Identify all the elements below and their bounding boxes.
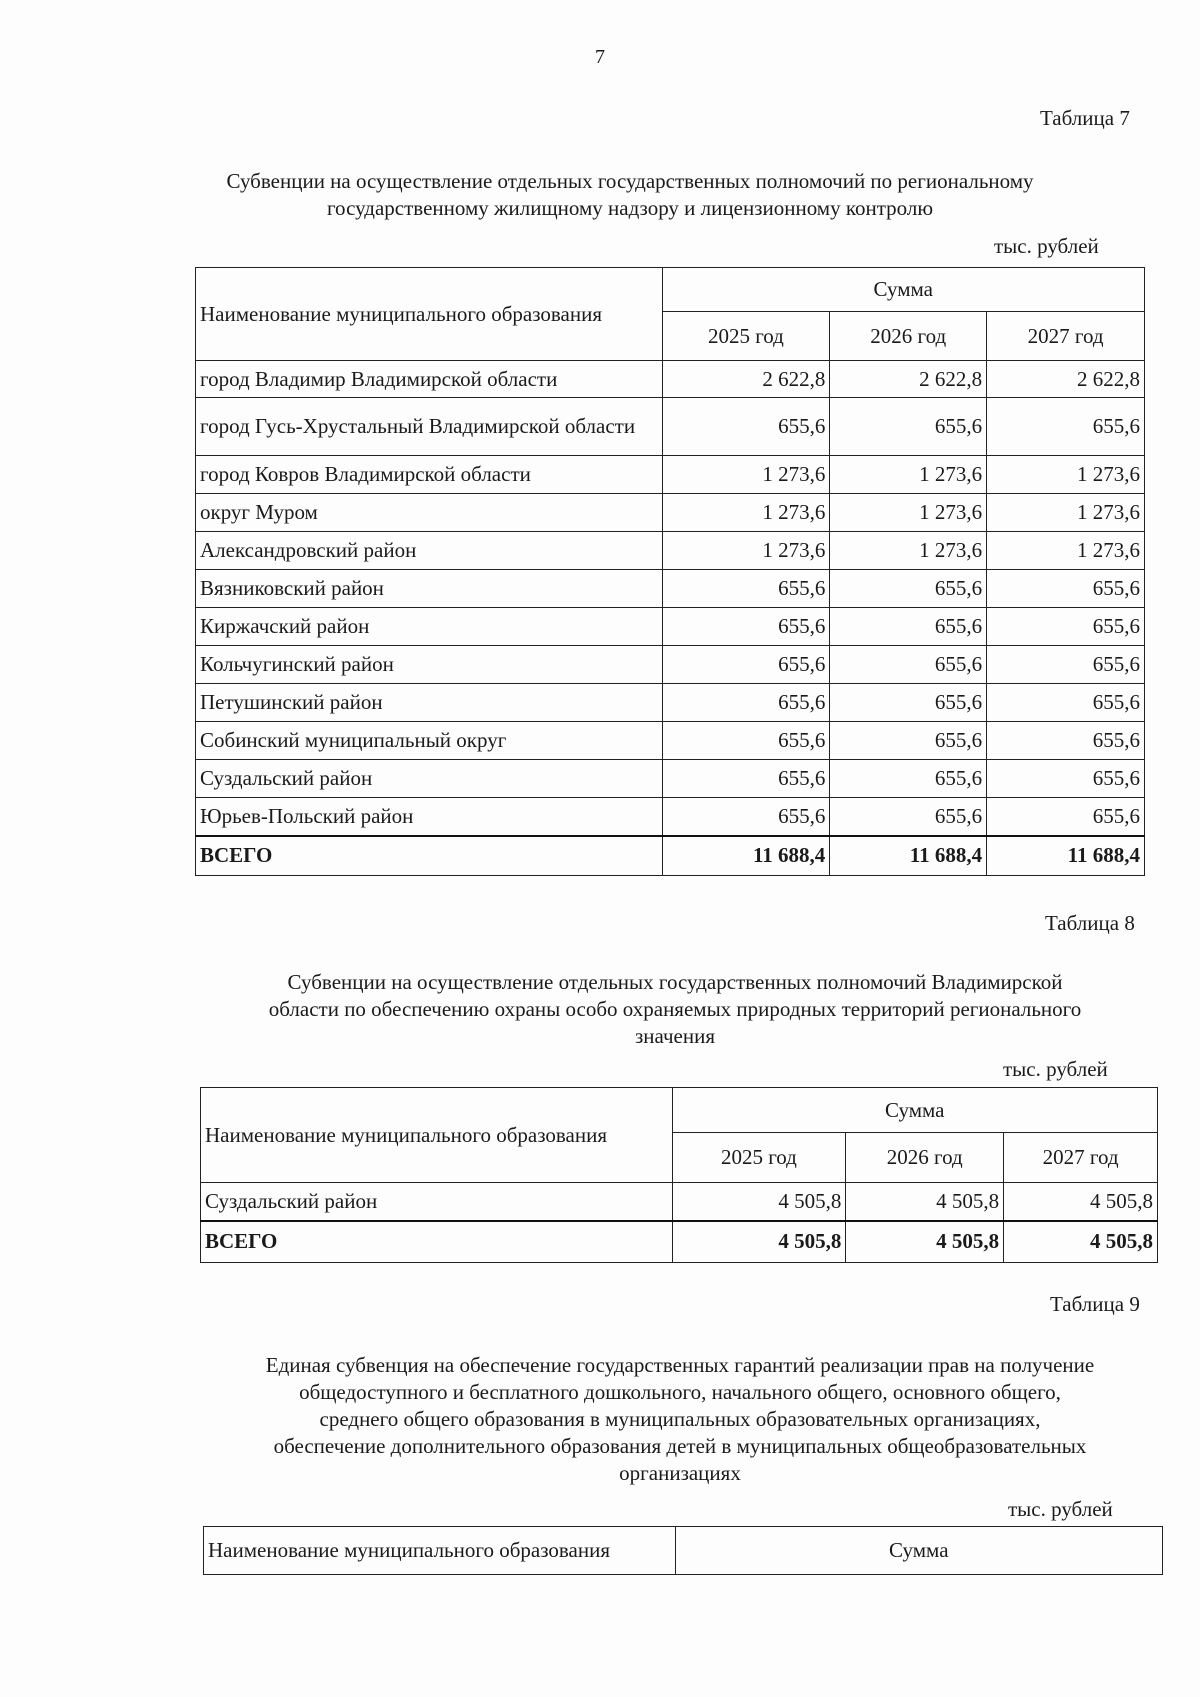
table8-title xyxy=(200,969,1150,1050)
table-row xyxy=(196,684,1145,722)
table8-title-line: Субвенции на осуществление отдельных государственных полномочий Владимирской xyxy=(287,970,1063,994)
table-row xyxy=(196,532,1145,570)
table8-title-line: области по обеспечению охраны особо охраняемых природных территорий регионального xyxy=(268,997,1082,1021)
cell-value: 655,6 xyxy=(987,760,1145,798)
table-row xyxy=(196,398,1145,456)
cell-value: 655,6 xyxy=(662,722,830,760)
col-header-sum: Сумма xyxy=(675,1527,1162,1575)
total-label: ВСЕГО xyxy=(196,836,663,876)
table8-title-line: значения xyxy=(634,1024,716,1048)
cell-value: 655,6 xyxy=(987,608,1145,646)
table-row xyxy=(196,570,1145,608)
row-name: город Ковров Владимирской области xyxy=(196,456,663,494)
table-row xyxy=(196,798,1145,836)
cell-value: 2 622,8 xyxy=(662,361,830,398)
table7-unit: тыс. рублей xyxy=(994,234,1099,258)
table8 xyxy=(200,1087,1158,1263)
row-name: город Гусь-Хрустальный Владимирской области xyxy=(196,398,663,456)
cell-value: 1 273,6 xyxy=(662,494,830,532)
cell-value: 655,6 xyxy=(662,798,830,836)
col-header-name: Наименование муниципального образования xyxy=(196,268,663,361)
table9 xyxy=(203,1526,1163,1575)
cell-value: 655,6 xyxy=(830,570,987,608)
cell-value: 1 273,6 xyxy=(987,532,1145,570)
table9-title-line: организациях xyxy=(619,1461,741,1485)
cell-value: 1 273,6 xyxy=(987,494,1145,532)
table9-title-line: Единая субвенция на обеспечение государственных гарантий реализации прав на получение xyxy=(265,1353,1095,1377)
cell-value: 1 273,6 xyxy=(830,532,987,570)
row-name: Суздальский район xyxy=(196,760,663,798)
cell-value: 655,6 xyxy=(830,798,987,836)
total-value: 4 505,8 xyxy=(846,1221,1004,1263)
cell-value: 2 622,8 xyxy=(830,361,987,398)
table-row xyxy=(196,361,1145,398)
total-value: 4 505,8 xyxy=(1004,1221,1158,1263)
cell-value: 4 505,8 xyxy=(1004,1183,1158,1221)
cell-value: 655,6 xyxy=(662,398,830,456)
col-header-name: Наименование муниципального образования xyxy=(201,1088,673,1183)
cell-value: 655,6 xyxy=(830,684,987,722)
table8-unit: тыс. рублей xyxy=(1003,1057,1108,1081)
cell-value: 655,6 xyxy=(987,684,1145,722)
table-row xyxy=(196,646,1145,684)
page-number: 7 xyxy=(595,46,605,68)
table7-title-line: Субвенции на осуществление отдельных государственных полномочий по региональному xyxy=(226,169,1034,193)
cell-value: 655,6 xyxy=(830,608,987,646)
cell-value: 655,6 xyxy=(830,722,987,760)
col-header-year: 2025 год xyxy=(672,1133,846,1183)
table-row xyxy=(196,494,1145,532)
table9-label: Таблица 9 xyxy=(1050,1292,1140,1316)
col-header-year: 2026 год xyxy=(846,1133,1004,1183)
cell-value: 655,6 xyxy=(987,570,1145,608)
cell-value: 655,6 xyxy=(662,608,830,646)
total-value: 11 688,4 xyxy=(662,836,830,876)
table7-title xyxy=(190,168,1070,222)
cell-value: 1 273,6 xyxy=(987,456,1145,494)
cell-value: 655,6 xyxy=(662,684,830,722)
row-name: город Владимир Владимирской области xyxy=(196,361,663,398)
table9-title-line: общедоступного и бесплатного дошкольного, начального общего, основного общего, xyxy=(299,1380,1061,1404)
cell-value: 1 273,6 xyxy=(830,456,987,494)
table-row xyxy=(196,722,1145,760)
total-value: 11 688,4 xyxy=(830,836,987,876)
row-name: Собинский муниципальный округ xyxy=(196,722,663,760)
table-header-row xyxy=(196,268,1145,312)
cell-value: 1 273,6 xyxy=(830,494,987,532)
row-name: Кольчугинский район xyxy=(196,646,663,684)
row-name: Суздальский район xyxy=(201,1183,673,1221)
row-name: Александровский район xyxy=(196,532,663,570)
total-row xyxy=(201,1221,1158,1263)
total-value: 11 688,4 xyxy=(987,836,1145,876)
table7-title-line: государственному жилищному надзору и лицензионному контролю xyxy=(326,196,934,220)
table-row xyxy=(201,1183,1158,1221)
cell-value: 655,6 xyxy=(662,646,830,684)
col-header-name: Наименование муниципального образования xyxy=(204,1527,676,1575)
table-row xyxy=(196,760,1145,798)
cell-value: 1 273,6 xyxy=(662,456,830,494)
row-name: округ Муром xyxy=(196,494,663,532)
row-name: Вязниковский район xyxy=(196,570,663,608)
col-header-sum: Сумма xyxy=(662,268,1145,312)
table9-title xyxy=(195,1352,1165,1487)
table7-label: Таблица 7 xyxy=(1040,106,1130,130)
row-name: Киржачский район xyxy=(196,608,663,646)
cell-value: 655,6 xyxy=(987,646,1145,684)
cell-value: 655,6 xyxy=(830,398,987,456)
row-name: Петушинский район xyxy=(196,684,663,722)
cell-value: 655,6 xyxy=(987,398,1145,456)
table7 xyxy=(195,267,1145,876)
cell-value: 2 622,8 xyxy=(987,361,1145,398)
cell-value: 655,6 xyxy=(662,760,830,798)
table9-title-line: обеспечение дополнительного образования детей в муниципальных общеобразовательных xyxy=(273,1434,1087,1458)
table8-label: Таблица 8 xyxy=(1045,911,1135,935)
cell-value: 655,6 xyxy=(662,570,830,608)
row-name: Юрьев-Польский район xyxy=(196,798,663,836)
col-header-sum: Сумма xyxy=(672,1088,1158,1133)
table-header-row xyxy=(204,1527,1163,1575)
total-row xyxy=(196,836,1145,876)
col-header-year: 2027 год xyxy=(987,312,1145,361)
table9-title-line: среднего общего образования в муниципальных образовательных организациях, xyxy=(319,1407,1041,1431)
cell-value: 4 505,8 xyxy=(672,1183,846,1221)
total-label: ВСЕГО xyxy=(201,1221,673,1263)
table-row xyxy=(196,608,1145,646)
cell-value: 655,6 xyxy=(987,798,1145,836)
col-header-year: 2025 год xyxy=(662,312,830,361)
col-header-year: 2027 год xyxy=(1004,1133,1158,1183)
cell-value: 1 273,6 xyxy=(662,532,830,570)
table-header-row xyxy=(201,1088,1158,1133)
total-value: 4 505,8 xyxy=(672,1221,846,1263)
cell-value: 655,6 xyxy=(830,760,987,798)
cell-value: 655,6 xyxy=(987,722,1145,760)
table-row xyxy=(196,456,1145,494)
cell-value: 655,6 xyxy=(830,646,987,684)
col-header-year: 2026 год xyxy=(830,312,987,361)
table9-unit: тыс. рублей xyxy=(1008,1497,1113,1521)
cell-value: 4 505,8 xyxy=(846,1183,1004,1221)
